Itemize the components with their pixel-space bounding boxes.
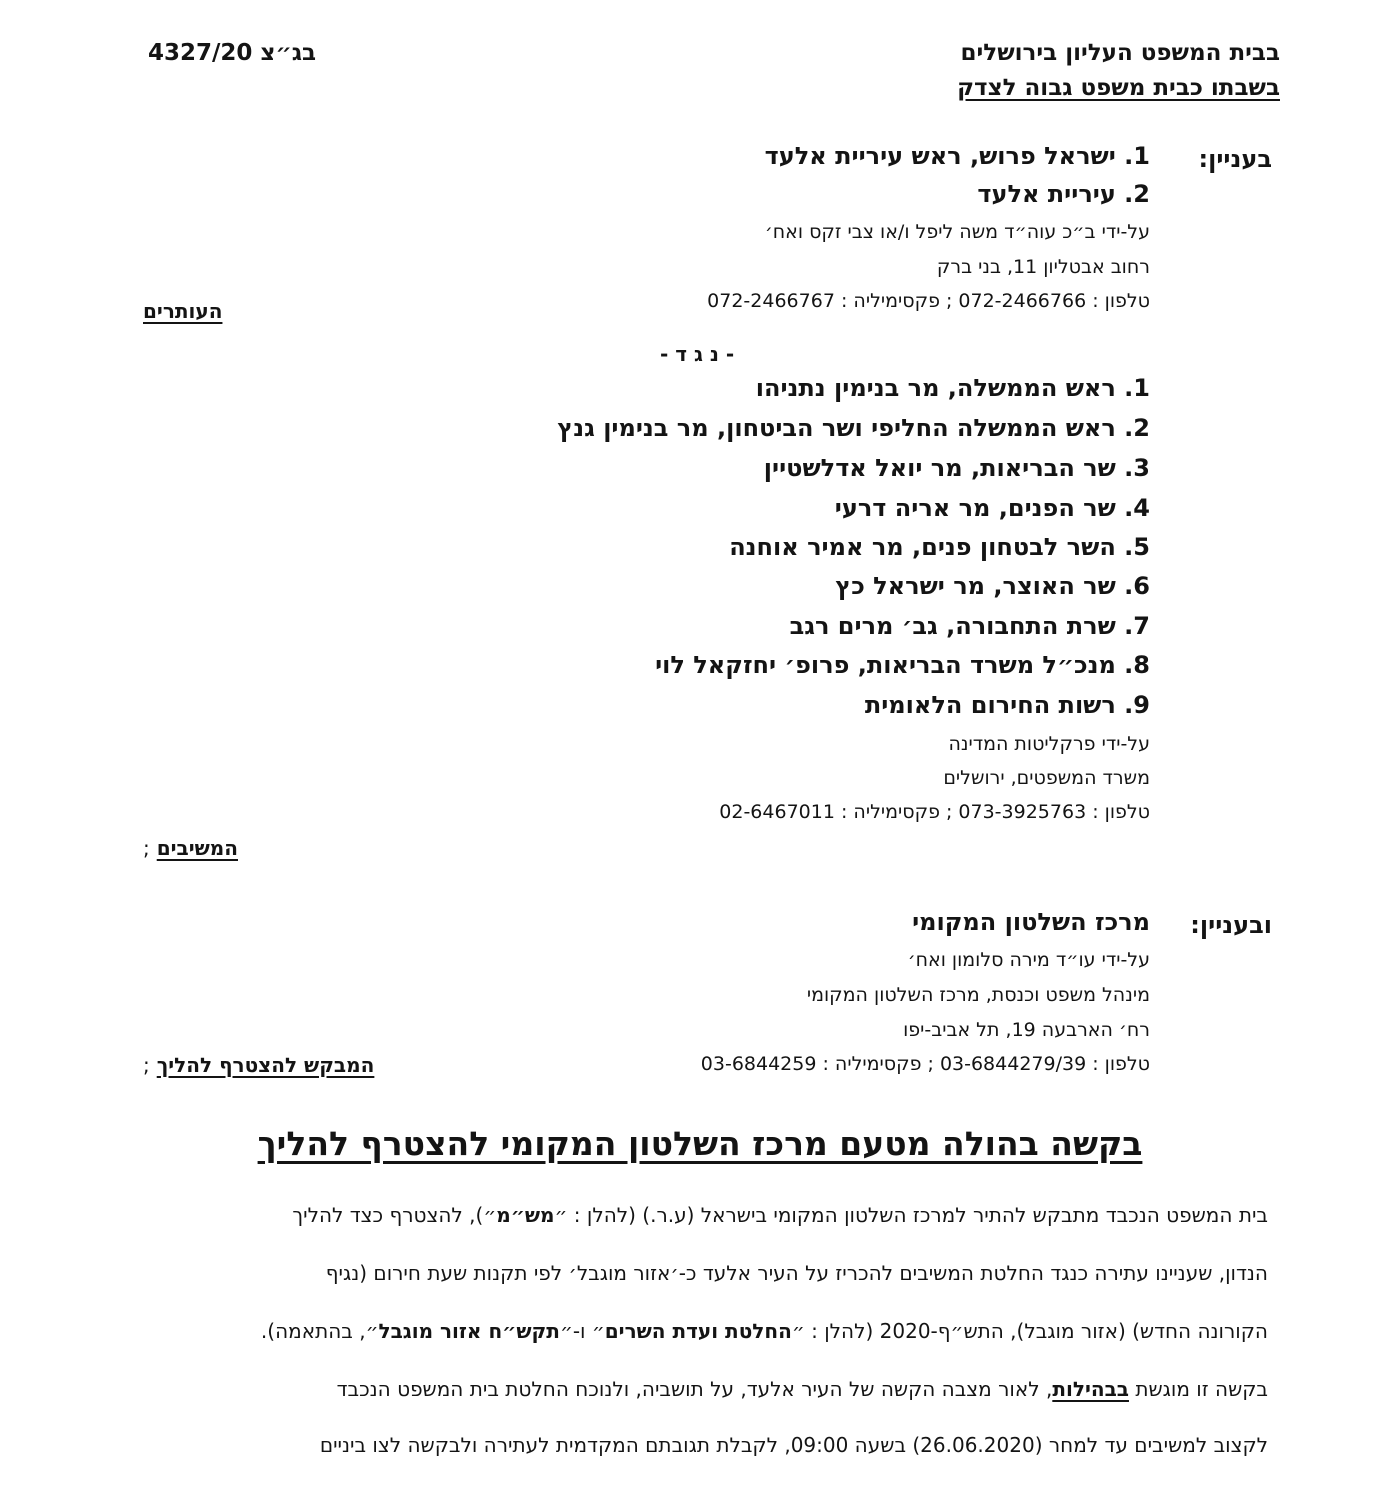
- body-line-4: [337, 1377, 1268, 1401]
- applicant-address: רח׳ הארבעה 19, תל אביב-יפו: [903, 1019, 1150, 1041]
- applicant-role-suffix: ;: [143, 1053, 150, 1077]
- body-line-4-part-a: בקשה זו מוגשת: [1128, 1377, 1268, 1401]
- respondents-phone: טלפון : 073-3925763 ; פקסימיליה : 02-6467011: [719, 801, 1150, 823]
- body-line-1-part-a: בית המשפט הנכבד מתבקש להתיר למרכז השלטון המקומי בישראל (ע.ר.) (להלן : ״: [554, 1203, 1268, 1227]
- petitioner-1: 1. ישראל פרוש, ראש עיריית אלעד: [764, 142, 1150, 170]
- respondents-role-suffix: ;: [143, 836, 150, 860]
- body-line-2: הנדון, שעניינו עתירה כנגד החלטת המשיבים להכריז על העיר אלעד כ-׳אזור מוגבל׳ לפי תקנות שעת חירום (נגיף: [325, 1261, 1268, 1285]
- applicant-role: המבקש להצטרף להליך: [156, 1053, 375, 1077]
- body-line-3-term-1: החלטת ועדת השרים: [604, 1319, 792, 1343]
- respondent-4: 4. שר הפנים, מר אריה דרעי: [834, 494, 1150, 522]
- respondent-8: 8. מנכ״ל משרד הבריאות, פרופ׳ יחזקאל לוי: [655, 651, 1150, 679]
- body-line-4-emphasis: בבהילות: [1052, 1377, 1129, 1401]
- document-title-text: בקשה בהולה מטעם מרכז השלטון המקומי להצטרף להליך: [257, 1124, 1143, 1163]
- respondent-1: 1. ראש הממשלה, מר בנימין נתניהו: [755, 374, 1150, 402]
- body-line-3-part-c: ״ ו-״: [559, 1319, 605, 1343]
- applicant-party: מרכז השלטון המקומי: [912, 908, 1150, 936]
- respondent-9: 9. רשות החירום הלאומית: [864, 691, 1150, 719]
- body-line-4-part-c: , לאור מצבה הקשה של העיר אלעד, על תושביה, ולנוכח החלטת בית המשפט הנכבד: [336, 1377, 1053, 1401]
- body-line-1-part-c: ״), להצטרף כצד להליך: [292, 1203, 497, 1227]
- respondent-5: 5. השר לבטחון פנים, מר אמיר אוחנה: [729, 533, 1150, 561]
- applicant-department: מינהל משפט וכנסת, מרכז השלטון המקומי: [806, 984, 1150, 1006]
- body-line-5: לקצוב למשיבים עד למחר (26.06.2020) בשעה 09:00, לקבלת תגובתם המקדמית לעתירה ולבקשה לצו ביניים: [319, 1433, 1268, 1457]
- petitioners-phone: טלפון : 072-2466766 ; פקסימיליה : 072-2466767: [707, 290, 1150, 312]
- petitioners-role: העותרים: [143, 299, 223, 323]
- applicant-phone: טלפון : 03-6844279/39 ; פקסימיליה : 03-6844259: [700, 1053, 1150, 1075]
- respondents-address: משרד המשפטים, ירושלים: [943, 767, 1150, 789]
- petitioner-2: 2. עיריית אלעד: [977, 180, 1150, 208]
- respondent-7: 7. שרת התחבורה, גב׳ מרים רגב: [789, 612, 1150, 640]
- body-line-1: [292, 1203, 1268, 1227]
- applicant-counsel: על-ידי עו״ד מירה סלומון ואח׳: [907, 949, 1150, 971]
- case-number: בג״צ 4327/20: [148, 40, 317, 66]
- respondent-2: 2. ראש הממשלה החליפי ושר הביטחון, מר בנימין גנץ: [557, 414, 1150, 442]
- petitioners-counsel: על-ידי ב״כ עוה״ד משה ליפל ו/או צבי זקס ואח׳: [764, 221, 1150, 243]
- document-title: [0, 1124, 1400, 1163]
- court-subtitle: בשבתו כבית משפט גבוה לצדק: [957, 75, 1280, 101]
- body-line-1-term: מש״מ: [496, 1203, 555, 1227]
- body-line-3-term-2: תקש״ח אזור מוגבל: [378, 1319, 560, 1343]
- body-line-3: [261, 1319, 1268, 1343]
- applicant-role-line: [143, 1053, 374, 1077]
- body-line-3-part-e: ״, בהתאמה).: [260, 1319, 379, 1343]
- petitioners-address: רחוב אבטליון 11, בני ברק: [936, 256, 1150, 278]
- applicant-label: ובעניין:: [1190, 911, 1272, 939]
- respondents-role: המשיבים: [156, 836, 238, 860]
- respondents-counsel: על-ידי פרקליטות המדינה: [948, 733, 1150, 755]
- respondent-3: 3. שר הבריאות, מר יואל אדלשטיין: [763, 454, 1150, 482]
- respondent-6: 6. שר האוצר, מר ישראל כץ: [835, 572, 1150, 600]
- versus-divider: - נ ג ד -: [660, 342, 735, 366]
- court-name: בבית המשפט העליון בירושלים: [960, 40, 1280, 66]
- body-line-3-part-a: הקורונה החדש) (אזור מוגבל), התש״ף-2020 (להלן : ״: [791, 1319, 1268, 1343]
- petitioners-label: בעניין:: [1198, 145, 1272, 173]
- respondents-role-line: [143, 836, 238, 860]
